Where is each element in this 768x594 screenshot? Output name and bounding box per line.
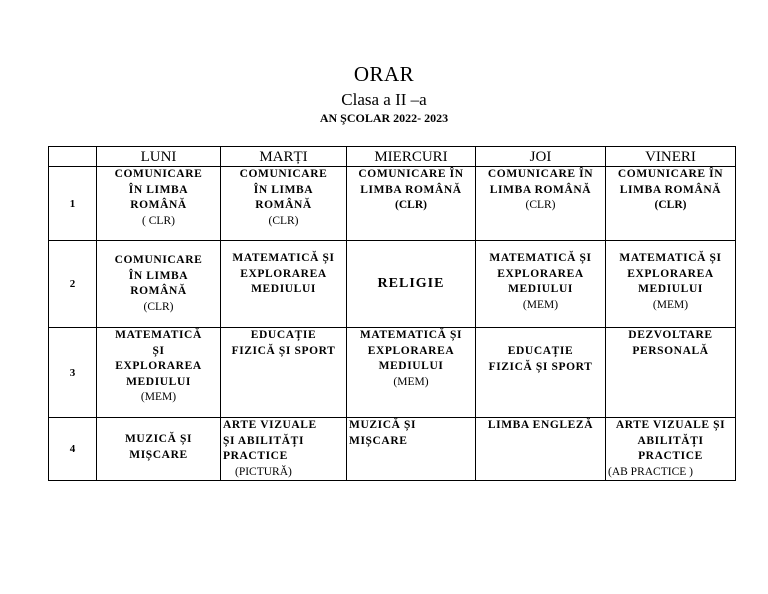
timetable-cell [606, 241, 736, 328]
row-number: 1 [49, 167, 97, 241]
subject-name: MUZICĂ ȘI MIȘCARE [349, 419, 417, 447]
subject-code: (CLR) [654, 199, 687, 211]
timetable-cell [221, 328, 347, 418]
timetable-cell [476, 418, 606, 481]
row-number: 4 [49, 418, 97, 481]
subject-name: RELIGIE [377, 276, 445, 292]
timetable-cell [347, 418, 476, 481]
timetable-cell [347, 328, 476, 418]
timetable-cell [97, 241, 221, 328]
timetable-row [49, 328, 736, 418]
subject-name: DEZVOLTARE PERSONALĂ [628, 329, 713, 357]
subject-code: ( CLR) [142, 214, 175, 227]
subject-code: (CLR) [395, 199, 427, 211]
subject-name: COMUNICARE ÎN LIMBA ROMÂNĂ [487, 168, 594, 196]
subject-name: MATEMATICĂ ȘI EXPLORAREA MEDIULUI [359, 329, 463, 372]
subject-name: MATEMATICĂ ȘI EXPLORAREA MEDIULUI [619, 252, 722, 295]
subject-name: ARTE VIZUALE ȘI ABILITĂȚI PRACTICE [223, 419, 317, 462]
day-header: MARȚI [221, 147, 347, 167]
subject-code: (MEM) [140, 391, 177, 403]
subject-name: MATEMATICĂ ȘI EXPLORAREA MEDIULUI [232, 252, 335, 295]
subject-code: (MEM) [522, 298, 559, 311]
timetable-cell [347, 167, 476, 241]
subject-name: MATEMATICĂ ȘI EXPLORAREA MEDIULUI [115, 329, 202, 388]
timetable-cell [476, 241, 606, 328]
subject-code: (MEM) [393, 375, 429, 388]
timetable-cell [476, 328, 606, 418]
school-year: AN ŞCOLAR 2022- 2023 [319, 111, 449, 125]
row-number: 3 [49, 328, 97, 418]
timetable-cell [347, 241, 476, 328]
day-header: MIERCURI [347, 147, 476, 167]
subject-name: COMUNICARE ÎN LIMBA ROMÂNĂ [239, 168, 328, 211]
subject-name: LIMBA ENGLEZĂ [487, 419, 594, 431]
timetable-row [49, 167, 736, 241]
subject-name: COMUNICARE ÎN LIMBA ROMÂNĂ [617, 168, 724, 196]
timetable-cell [221, 167, 347, 241]
page-title: ORAR [353, 62, 415, 86]
timetable-cell [606, 328, 736, 418]
day-header: LUNI [97, 147, 221, 167]
timetable-cell [606, 418, 736, 481]
timetable-row [49, 241, 736, 328]
subject-name: COMUNICARE ÎN LIMBA ROMÂNĂ [114, 168, 203, 211]
timetable-cell [97, 167, 221, 241]
class-subtitle: Clasa a II –a [341, 90, 427, 109]
subject-name: MUZICĂ ȘI MIȘCARE [124, 433, 193, 461]
day-header: JOI [476, 147, 606, 167]
timetable-cell [97, 328, 221, 418]
subject-name: COMUNICARE ÎN LIMBA ROMÂNĂ [358, 168, 464, 196]
timetable-cell [476, 167, 606, 241]
day-header: VINERI [606, 147, 736, 167]
subject-code: (PICTURĂ) [235, 465, 292, 478]
subject-name: EDUCAȚIE FIZICĂ ȘI SPORT [488, 345, 593, 373]
subject-name: EDUCAȚIE FIZICĂ ȘI SPORT [231, 329, 336, 357]
subject-code: (CLR) [268, 214, 299, 227]
subject-code: (MEM) [652, 298, 689, 311]
subject-code: (CLR) [525, 199, 556, 211]
timetable-cell [221, 241, 347, 328]
subject-name: MATEMATICĂ ȘI EXPLORAREA MEDIULUI [489, 252, 592, 295]
timetable-cell [221, 418, 347, 481]
timetable-cell [97, 418, 221, 481]
header-row [49, 147, 736, 167]
subject-name: COMUNICARE ÎN LIMBA ROMÂNĂ [114, 254, 203, 297]
subject-code: (AB PRACTICE ) [608, 465, 693, 478]
timetable [48, 146, 736, 481]
header-corner [49, 147, 97, 167]
timetable-row [49, 418, 736, 481]
subject-code: (CLR) [143, 300, 174, 313]
row-number: 2 [49, 241, 97, 328]
subject-name: ARTE VIZUALE ȘI ABILITĂȚI PRACTICE [615, 419, 726, 462]
timetable-cell [606, 167, 736, 241]
